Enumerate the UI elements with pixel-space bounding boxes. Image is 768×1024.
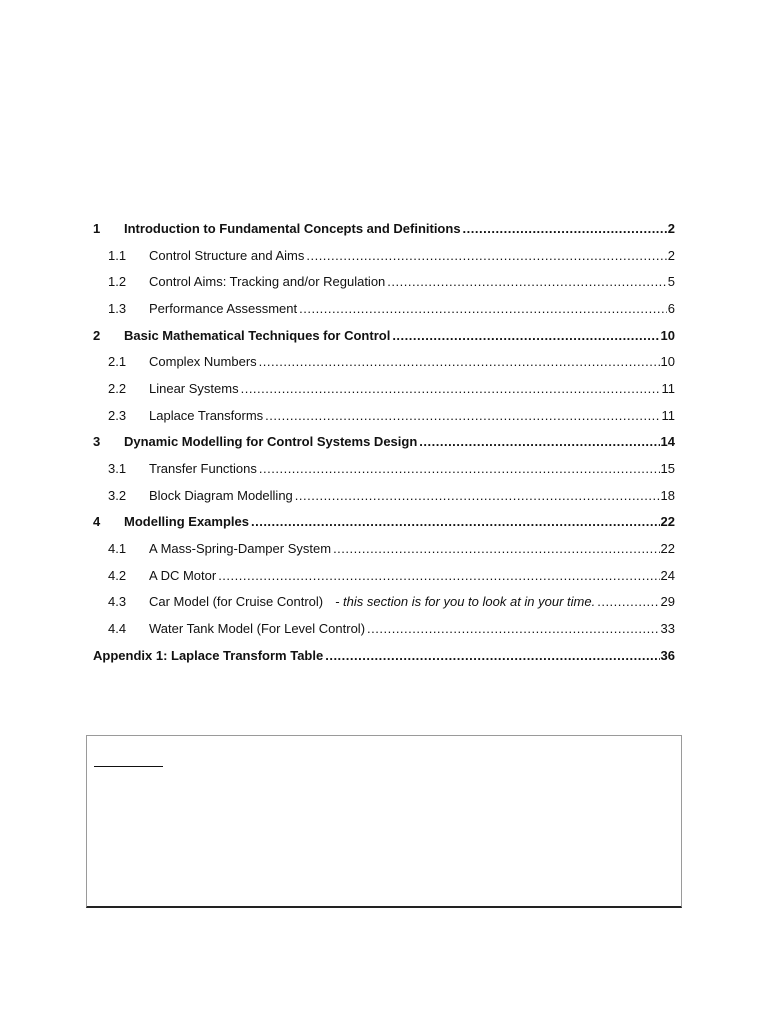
toc-entry-title: Performance Assessment	[149, 300, 298, 316]
toc-entry-title: Transfer Functions	[149, 461, 257, 477]
toc-dot-leader	[597, 594, 659, 609]
toc-dot-leader	[299, 301, 667, 316]
toc-entry-page: 14	[660, 434, 675, 450]
toc-entry-page: 29	[660, 594, 675, 610]
toc-dot-leader	[392, 328, 659, 343]
toc-entry-page: 24	[660, 567, 675, 583]
toc-entry-4-3[interactable]	[93, 589, 675, 616]
toc-entry-appendix-1[interactable]	[93, 642, 675, 669]
toc-entry-title: Laplace Transforms	[149, 407, 264, 423]
toc-dot-leader	[241, 381, 661, 396]
toc-entry-1-3[interactable]	[93, 295, 675, 322]
toc-entry-title: Linear Systems	[149, 380, 239, 396]
toc-dot-leader	[259, 354, 660, 369]
notes-heading-underline	[94, 766, 163, 767]
toc-entry-number: 4.3	[108, 594, 127, 610]
toc-entry-4-4[interactable]	[93, 615, 675, 642]
toc-entry-page: 36	[660, 647, 675, 663]
toc-entry-page: 15	[660, 461, 675, 477]
toc-entry-page: 22	[660, 514, 675, 530]
toc-entry-3-2[interactable]	[93, 482, 675, 509]
toc-entry-1-1[interactable]	[93, 242, 675, 269]
toc-entry-number: 2	[93, 327, 101, 343]
notes-box	[86, 735, 682, 908]
toc-entry-page: 10	[660, 327, 675, 343]
toc-entry-page: 2	[667, 220, 675, 236]
toc-entry-1[interactable]	[93, 215, 675, 242]
toc-entry-4-2[interactable]	[93, 562, 675, 589]
toc-entry-number: 1.2	[108, 274, 127, 290]
toc-entry-note: - this section is for you to look at in your time.	[335, 594, 596, 610]
toc-entry-page: 6	[667, 300, 675, 316]
toc-entry-title: Modelling Examples	[124, 514, 249, 530]
toc-entry-title: Car Model (for Cruise Control)	[149, 594, 324, 610]
toc-entry-number: 3.2	[108, 487, 127, 503]
toc-entry-1-2[interactable]	[93, 268, 675, 295]
toc-entry-title: Dynamic Modelling for Control Systems Design	[124, 434, 418, 450]
toc-entry-number: 4.4	[108, 621, 127, 637]
toc-dot-leader	[306, 248, 666, 263]
toc-entry-number: 3	[93, 434, 101, 450]
toc-dot-leader	[333, 541, 659, 556]
toc-entry-number: 3.1	[108, 461, 127, 477]
toc-entry-2[interactable]	[93, 322, 675, 349]
toc-dot-leader	[265, 408, 660, 423]
toc-entry-2-2[interactable]	[93, 375, 675, 402]
toc-entry-2-3[interactable]	[93, 402, 675, 429]
toc-entry-title: Block Diagram Modelling	[149, 487, 293, 503]
toc-entry-page: 2	[667, 247, 675, 263]
toc-entry-number: 1.1	[108, 247, 127, 263]
toc-entry-title: Water Tank Model (For Level Control)	[149, 621, 366, 637]
toc-entry-number: 1.3	[108, 300, 127, 316]
table-of-contents	[93, 215, 675, 669]
toc-entry-3-1[interactable]	[93, 455, 675, 482]
toc-entry-number: 4.1	[108, 541, 127, 557]
toc-entry-title: Control Aims: Tracking and/or Regulation	[149, 274, 386, 290]
toc-entry-4-1[interactable]	[93, 535, 675, 562]
toc-entry-page: 10	[660, 354, 675, 370]
toc-entry-title: A DC Motor	[149, 567, 217, 583]
toc-dot-leader	[259, 461, 660, 476]
toc-entry-title: Introduction to Fundamental Concepts and Definitions	[124, 220, 461, 236]
toc-entry-title: A Mass-Spring-Damper System	[149, 541, 332, 557]
toc-entry-title: Appendix 1: Laplace Transform Table	[93, 647, 324, 663]
toc-entry-title: Basic Mathematical Techniques for Control	[124, 327, 391, 343]
toc-entry-page: 11	[661, 407, 675, 423]
toc-entry-page: 11	[661, 380, 675, 396]
toc-entry-4[interactable]	[93, 509, 675, 536]
toc-dot-leader	[387, 274, 666, 289]
toc-entry-page: 33	[660, 621, 675, 637]
toc-dot-leader	[251, 514, 660, 529]
toc-entry-number: 1	[93, 220, 101, 236]
toc-entry-number: 2.2	[108, 380, 127, 396]
toc-entry-number: 2.1	[108, 354, 127, 370]
toc-entry-number: 4.2	[108, 567, 127, 583]
toc-entry-title: Complex Numbers	[149, 354, 257, 370]
toc-entry-page: 5	[667, 274, 675, 290]
toc-dot-leader	[325, 648, 659, 663]
toc-entry-page: 18	[660, 487, 675, 503]
toc-entry-title: Control Structure and Aims	[149, 247, 305, 263]
toc-dot-leader	[367, 621, 660, 636]
toc-dot-leader	[463, 221, 667, 236]
toc-entry-page: 22	[660, 541, 675, 557]
toc-dot-leader	[419, 434, 659, 449]
toc-entry-3[interactable]	[93, 429, 675, 456]
toc-entry-number: 4	[93, 514, 101, 530]
toc-entry-2-1[interactable]	[93, 348, 675, 375]
toc-dot-leader	[218, 568, 659, 583]
toc-entry-number: 2.3	[108, 407, 127, 423]
toc-dot-leader	[295, 488, 660, 503]
